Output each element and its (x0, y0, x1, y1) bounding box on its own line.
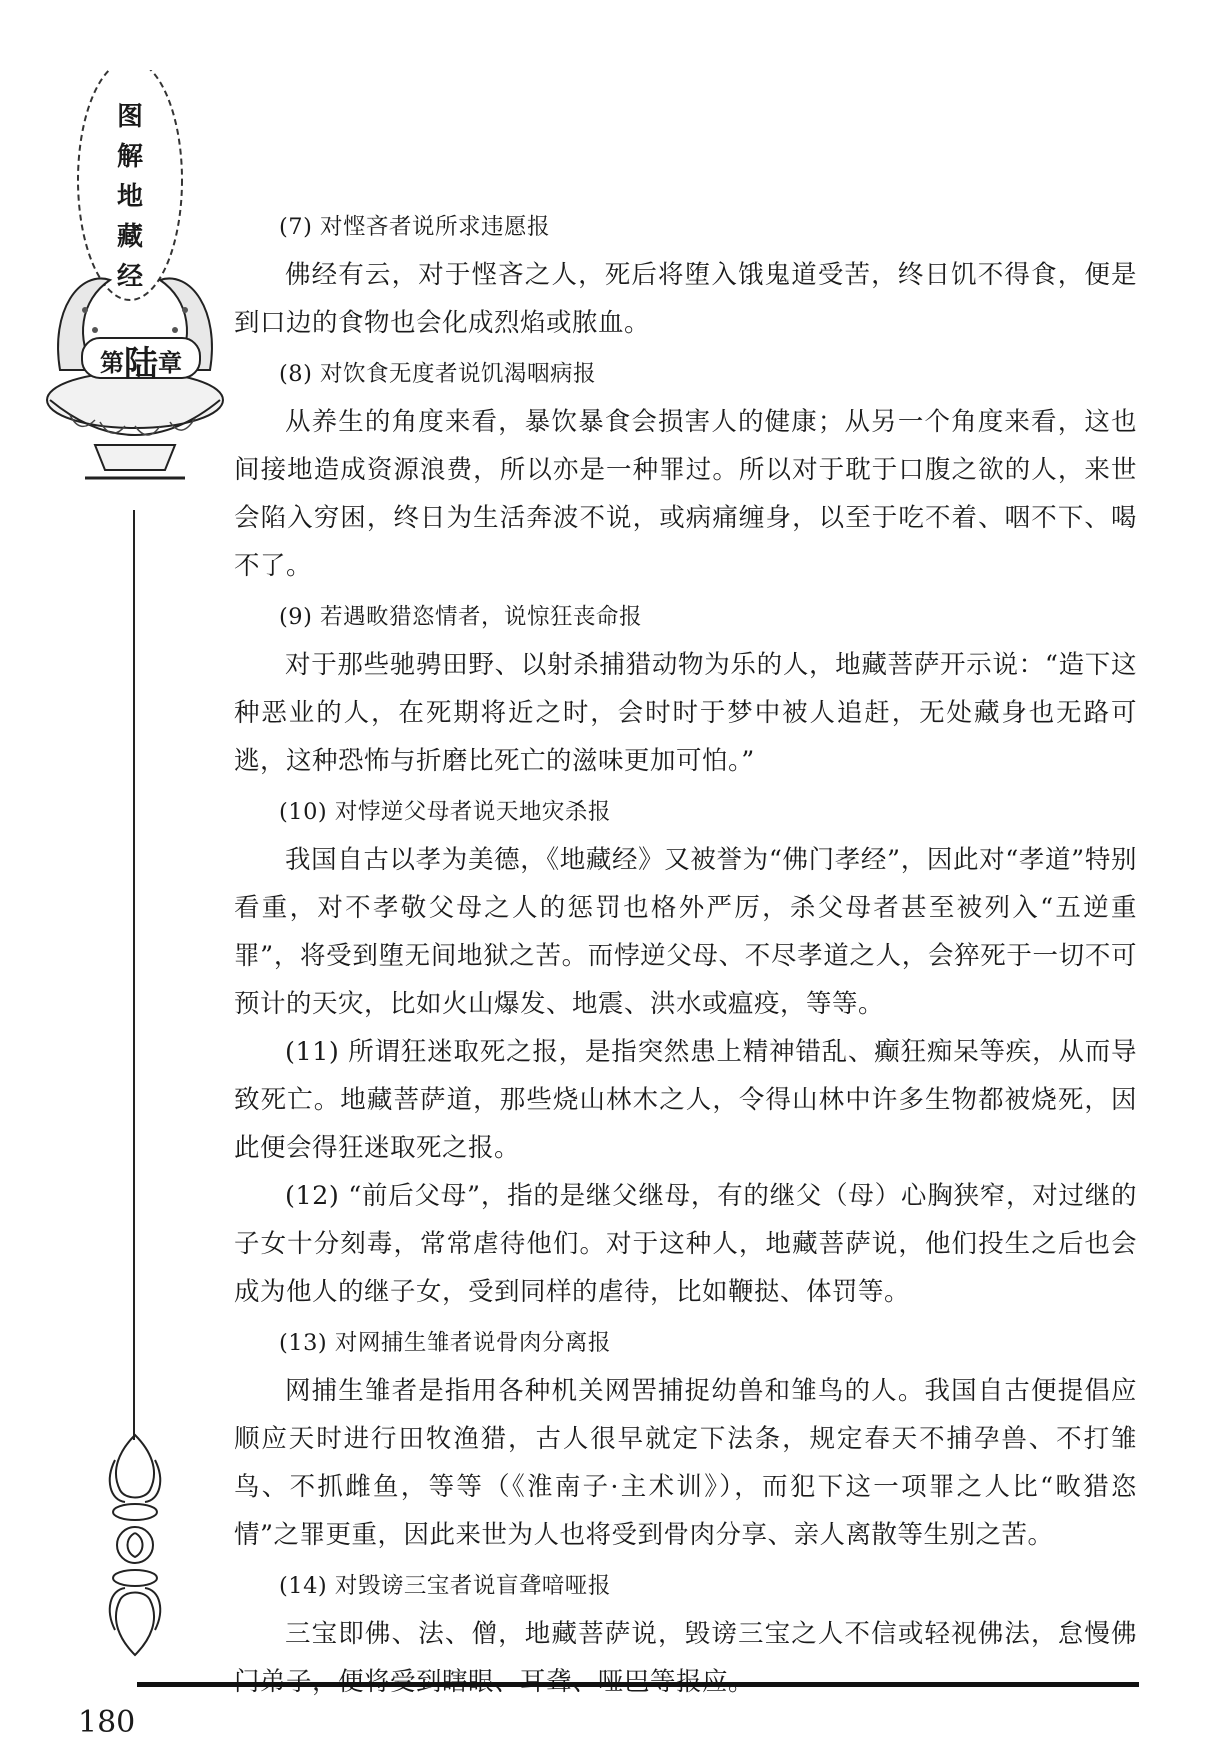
section-heading: (9) 若遇畋猎恣情者，说惊狂丧命报 (279, 604, 643, 630)
section-heading: (7) 对悭吝者说所求违愿报 (279, 214, 551, 240)
section-heading: (14) 对毁谤三宝者说盲聋喑哑报 (279, 1573, 611, 1599)
book-title-char: 经 (116, 262, 143, 292)
section-heading: (13) 对网捕生雏者说骨肉分离报 (279, 1330, 611, 1356)
body-paragraph: 网捕生雏者是指用各种机关网罟捕捉幼兽和雏鸟的人。我国自古便提倡应顺应天时进行田牧渔猎，古人很早就定下法条，规定春天不捕孕兽、不打雏鸟、不抓雌鱼，等等（《淮南子·主术训》），而犯下这一项罪之人比“畋猎恣情”之罪更重，因此来世为人也将受到骨肉分享、亲人离散等生别之苦。 (234, 1376, 1137, 1550)
body-paragraph: 三宝即佛、法、僧，地藏菩萨说，毁谤三宝之人不信或轻视佛法，怠慢佛 (285, 1619, 1137, 1649)
chapter-label (82, 340, 200, 384)
page-number: 180 (78, 1705, 136, 1740)
chapter-suffix: 章 (158, 348, 182, 377)
section-heading: (8) 对饮食无度者说饥渴咽病报 (279, 361, 597, 387)
book-title-char: 地 (116, 182, 143, 212)
book-title-char: 藏 (116, 222, 143, 252)
margin-rule (133, 510, 135, 1440)
chapter-number: 陆 (124, 343, 158, 384)
section-heading: (10) 对悖逆父母者说天地灾杀报 (279, 799, 611, 825)
book-title-char: 图 (116, 102, 143, 132)
body-paragraph: 我国自古以孝为美德，《地藏经》又被誉为“佛门孝经”，因此对“孝道”特别看重，对不孝敬父母之人的惩罚也格外严厉，杀父母者甚至被列入“五逆重罪”，将受到堕无间地狱之苦。而悖逆父母、不尽孝道之人，会猝死于一切不可预计的天灾，比如火山爆发、地震、洪水或瘟疫，等等。 (234, 845, 1137, 1019)
body-paragraph: 从养生的角度来看，暴饮暴食会损害人的健康；从另一个角度来看，这也间接地造成资源浪费，所以亦是一种罪过。所以对于耽于口腹之欲的人，来世会陷入穷困，终日为生活奔波不说，或病痛缠身，以至于吃不着、咽不下、喝不了。 (234, 407, 1137, 581)
book-title-char: 解 (116, 142, 143, 172)
article-body (234, 200, 1137, 1706)
vajra-icon (100, 1430, 170, 1660)
body-paragraph: 对于那些驰骋田野、以射杀捕猎动物为乐的人，地藏菩萨开示说：“造下这种恶业的人，在死期将近之时，会时时于梦中被人追赶，无处藏身也无路可逃，这种恐怖与折磨比死亡的滋味更加可怕。” (234, 650, 1137, 776)
body-paragraph: 佛经有云，对于悭吝之人，死后将堕入饿鬼道受苦，终日饥不得食，便是到口边的食物也会化成烈焰或脓血。 (234, 260, 1137, 338)
footer-rule (137, 1682, 1139, 1687)
book-title-vertical (110, 100, 150, 294)
chapter-prefix: 第 (100, 348, 124, 377)
body-paragraph: (11) 所谓狂迷取死之报，是指突然患上精神错乱、癫狂痴呆等疾，从而导致死亡。地藏菩萨道，那些烧山林木之人，令得山林中许多生物都被烧死，因此便会得狂迷取死之报。 (234, 1037, 1137, 1163)
body-paragraph: (12) “前后父母”，指的是继父继母，有的继父（母）心胸狭窄，对过继的子女十分刻毒，常常虐待他们。对于这种人，地藏菩萨说，他们投生之后也会成为他人的继子女，受到同样的虐待，比如鞭挞、体罚等。 (234, 1181, 1137, 1307)
